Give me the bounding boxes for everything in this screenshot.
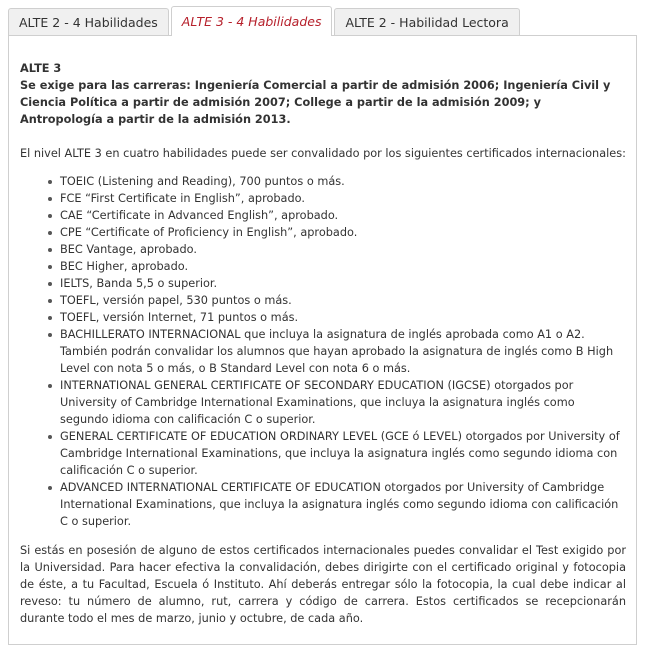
list-item: TOEFL, versión papel, 530 puntos o más. <box>60 292 626 309</box>
list-item: TOEFL, versión Internet, 71 puntos o más. <box>60 309 626 326</box>
list-item: CPE “Certificate of Proficiency in English”, aprobado. <box>60 224 626 241</box>
closing-paragraph: Si estás en posesión de alguno de estos certificados internacionales puedes convalidar el Test exigido por la Universidad. Para hacer efectiva la convalidación, debes dirigirte con el certificado original y fotocopia de éste, a tu Facultad, Escuela ó Instituto. Ahí deberás entregar sólo la fotocopia, la cual debe indicar al reveso: tu número de alumno, rut, carrera y código de carrera. Estos certificados se recepcionarán durante todo el mes de marzo, junio y octubre, de cada año. <box>20 544 626 625</box>
list-item: BEC Vantage, aprobado. <box>60 241 626 258</box>
list-item: FCE “First Certificate in English”, aprobado. <box>60 190 626 207</box>
list-item: IELTS, Banda 5,5 o superior. <box>60 275 626 292</box>
list-item: CAE “Certificate in Advanced English”, aprobado. <box>60 207 626 224</box>
list-item: TOEIC (Listening and Reading), 700 puntos o más. <box>60 173 626 190</box>
tab-alte2-4-habilidades[interactable]: ALTE 2 - 4 Habilidades <box>8 8 169 36</box>
list-item: INTERNATIONAL GENERAL CERTIFICATE OF SECONDARY EDUCATION (IGCSE) otorgados por University of Cambridge International Examinations, que incluya la asignatura inglés como segundo idioma con calificación C o superior. <box>60 377 626 428</box>
tab-alte3-4-habilidades[interactable]: ALTE 3 - 4 Habilidades <box>171 6 333 36</box>
list-item: ADVANCED INTERNATIONAL CERTIFICATE OF EDUCATION otorgados por University of Cambridge International Examinations, que incluya la asignatura inglés como segundo idioma con calificación C o superior. <box>60 479 626 530</box>
certificate-list <box>20 173 626 530</box>
list-item: BACHILLERATO INTERNACIONAL que incluya la asignatura de inglés aprobada como A1 o A2. También podrán convalidar los alumnos que hayan aprobado la asignatura de inglés como B High Level con nota 5 o más, o B Standard Level con nota 6 o más. <box>60 326 626 377</box>
tab-content <box>20 60 626 638</box>
requirement-text: Se exige para las carreras: Ingeniería Comercial a partir de admisión 2006; Ingeniería Civil y Ciencia Política a partir de admisión 2007; College a partir de la admisión 2009; y Antropología a partir de la admisión 2013. <box>20 79 611 126</box>
list-item: BEC Higher, aprobado. <box>60 258 626 275</box>
tab-bar <box>8 6 522 36</box>
intro-text: El nivel ALTE 3 en cuatro habilidades puede ser convalidado por los siguientes certificados internacionales: <box>20 147 626 160</box>
section-title: ALTE 3 <box>20 62 62 75</box>
list-item: GENERAL CERTIFICATE OF EDUCATION ORDINARY LEVEL (GCE ó LEVEL) otorgados por University of Cambridge International Examinations, que incluya la asignatura inglés como segundo idioma con calificación C o superior. <box>60 428 626 479</box>
tab-alte2-habilidad-lectora[interactable]: ALTE 2 - Habilidad Lectora <box>334 8 519 36</box>
